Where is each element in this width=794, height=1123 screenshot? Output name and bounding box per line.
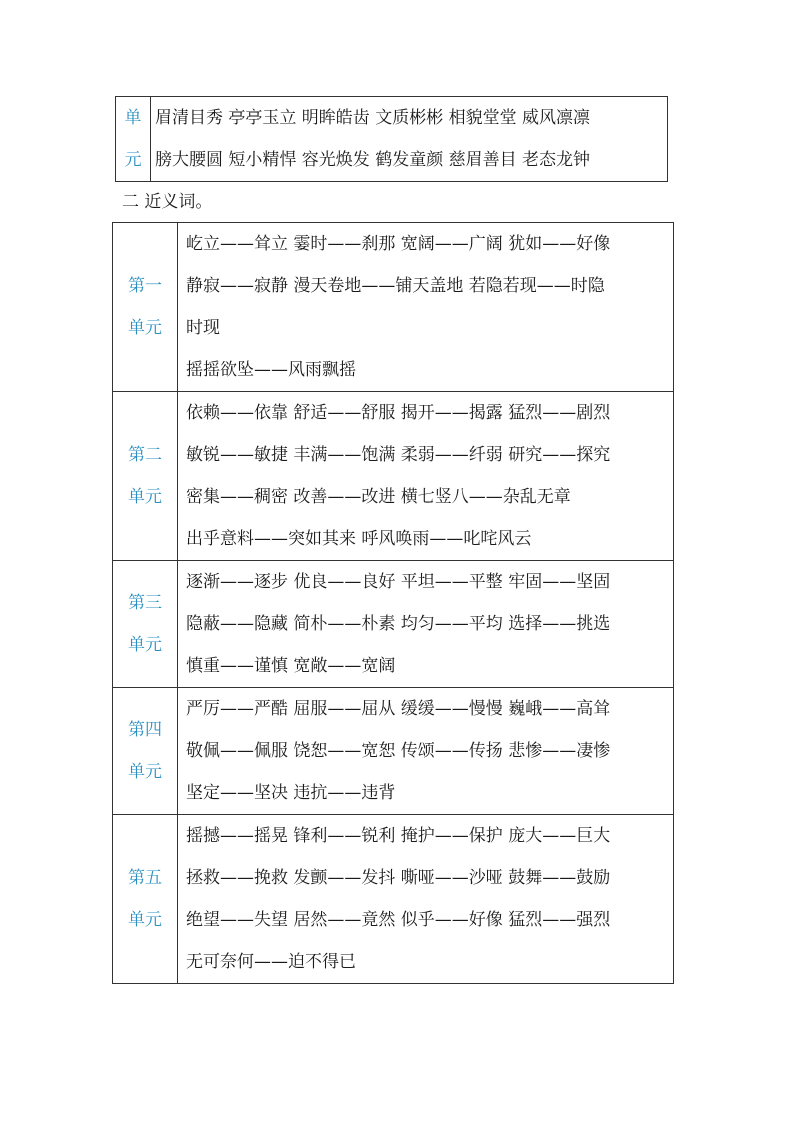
synonym-line: 敬佩——佩服 饶恕——宽恕 传颂——传扬 悲惨——凄惨 — [186, 741, 611, 761]
unit-name-line1: 第五 — [128, 868, 162, 888]
unit-row-4 — [113, 688, 674, 815]
unit-row-1 — [113, 223, 674, 392]
synonym-line: 密集——稠密 改善——改进 横七竖八——杂乱无章 — [186, 487, 571, 507]
unit-name-line2: 单元 — [128, 635, 162, 655]
synonym-line: 逐渐——逐步 优良——良好 平坦——平整 牢固——坚固 — [186, 572, 611, 592]
synonym-line: 慎重——谨慎 宽敞——宽阔 — [186, 656, 396, 676]
section-heading-synonyms: 二 近义词。 — [122, 192, 213, 212]
synonym-line: 无可奈何——迫不得已 — [186, 952, 356, 972]
unit-row-3 — [113, 561, 674, 688]
unit-name-line2: 单元 — [128, 487, 162, 507]
synonym-line: 静寂——寂静 漫天卷地——铺天盖地 若隐若现——时隐 — [186, 276, 605, 296]
synonym-pairs-cell — [178, 561, 674, 688]
synonyms-table — [112, 222, 674, 984]
synonym-line: 时现 — [186, 318, 220, 338]
unit-row-5 — [113, 815, 674, 984]
unit-name-line2: 单元 — [128, 318, 162, 338]
synonym-line: 摇摇欲坠——风雨飘摇 — [186, 360, 356, 380]
synonym-line: 绝望——失望 居然——竟然 似乎——好像 猛烈——强烈 — [186, 910, 611, 930]
appearance-idioms-table — [115, 96, 668, 182]
unit-name-line1: 第四 — [128, 720, 162, 740]
synonym-pairs-cell — [178, 223, 674, 392]
unit-name-cell — [113, 688, 178, 815]
synonym-line: 拯救——挽救 发颤——发抖 嘶哑——沙哑 鼓舞——鼓励 — [186, 868, 611, 888]
synonym-pairs-cell — [178, 688, 674, 815]
synonym-line: 屹立——耸立 霎时——刹那 宽阔——广阔 犹如——好像 — [186, 234, 611, 254]
idioms-line: 膀大腰圆 短小精悍 容光焕发 鹤发童颜 慈眉善目 老态龙钟 — [155, 150, 591, 170]
idioms-line: 眉清目秀 亭亭玉立 明眸皓齿 文质彬彬 相貌堂堂 威风凛凛 — [155, 108, 591, 128]
synonym-pairs-cell — [178, 392, 674, 561]
synonym-line: 敏锐——敏捷 丰满——饱满 柔弱——纤弱 研究——探究 — [186, 445, 611, 465]
unit-name-cell — [113, 815, 178, 984]
unit-name-line1: 第三 — [128, 593, 162, 613]
unit-name-cell — [113, 561, 178, 688]
synonym-line: 出乎意料——突如其来 呼风唤雨——叱咤风云 — [186, 529, 532, 549]
unit-label-line1: 单 — [124, 108, 142, 128]
unit-name-line1: 第二 — [128, 445, 162, 465]
synonym-line: 严厉——严酷 屈服——屈从 缓缓——慢慢 巍峨——高耸 — [186, 699, 611, 719]
idioms-cell — [151, 97, 668, 182]
unit-name-line1: 第一 — [128, 276, 162, 296]
unit-name-line2: 单元 — [128, 910, 162, 930]
unit-label-line2: 元 — [124, 150, 142, 170]
unit-row-2 — [113, 392, 674, 561]
synonym-line: 隐蔽——隐藏 简朴——朴素 均匀——平均 选择——挑选 — [186, 614, 611, 634]
synonym-line: 坚定——坚决 违抗——违背 — [186, 783, 396, 803]
unit-name-cell — [113, 392, 178, 561]
synonym-pairs-cell — [178, 815, 674, 984]
unit-label-cell — [116, 97, 151, 182]
synonym-line: 依赖——依靠 舒适——舒服 揭开——揭露 猛烈——剧烈 — [186, 403, 611, 423]
unit-name-cell — [113, 223, 178, 392]
unit-name-line2: 单元 — [128, 762, 162, 782]
synonym-line: 摇撼——摇晃 锋利——锐利 掩护——保护 庞大——巨大 — [186, 826, 611, 846]
